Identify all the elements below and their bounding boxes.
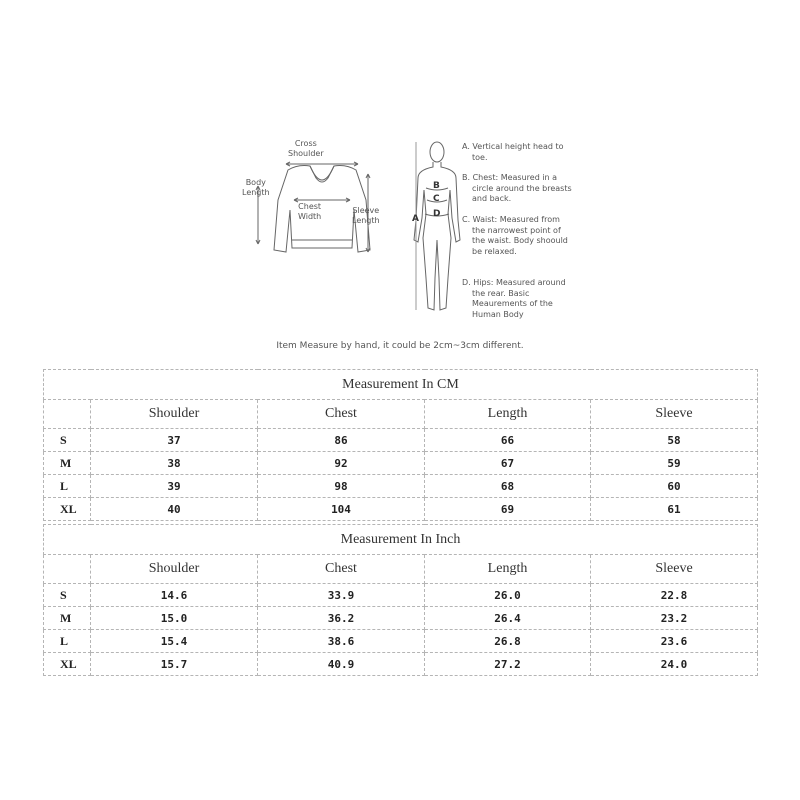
table-title: Measurement In Inch xyxy=(44,525,758,555)
table-cell: 22.8 xyxy=(591,584,758,607)
head-outline xyxy=(430,142,444,162)
table-row xyxy=(44,429,758,452)
table-cell: 36.2 xyxy=(258,607,425,630)
table-title: Measurement In CM xyxy=(44,370,758,400)
table-inch xyxy=(43,524,758,676)
size-label: XL xyxy=(44,498,91,521)
table-row xyxy=(44,452,758,475)
table-cell: 26.8 xyxy=(425,630,591,653)
column-header: Sleeve xyxy=(591,555,758,584)
table-cell: 24.0 xyxy=(591,653,758,676)
table-cell: 58 xyxy=(591,429,758,452)
size-label: S xyxy=(44,584,91,607)
table-cell: 15.7 xyxy=(91,653,258,676)
table-header-row xyxy=(44,555,758,584)
column-header: Chest xyxy=(258,400,425,429)
table-row xyxy=(44,584,758,607)
chest-width-label: Chest Width xyxy=(298,202,322,221)
table-cell: 26.0 xyxy=(425,584,591,607)
table-row xyxy=(44,653,758,676)
sleeve-length-label: Sleeve Length xyxy=(352,206,380,225)
table-cell: 37 xyxy=(91,429,258,452)
measure-caption: Item Measure by hand, it could be 2cm~3cm different. xyxy=(276,341,524,351)
table-cell: 69 xyxy=(425,498,591,521)
letter-d: D xyxy=(433,209,441,219)
table-cell: 26.4 xyxy=(425,607,591,630)
size-label: S xyxy=(44,429,91,452)
table-cell: 15.4 xyxy=(91,630,258,653)
note-b: B. Chest: Measured in a circle around the breasts and back. xyxy=(462,173,572,203)
table-cell: 38.6 xyxy=(258,630,425,653)
table-cell: 66 xyxy=(425,429,591,452)
table-cell: 60 xyxy=(591,475,758,498)
table-cell: 59 xyxy=(591,452,758,475)
column-header: Length xyxy=(425,400,591,429)
note-d: D. Hips: Measured around the rear. Basic Meaurements of the Human Body xyxy=(462,278,566,319)
table-cell: 40.9 xyxy=(258,653,425,676)
table-cell: 38 xyxy=(91,452,258,475)
table-cell: 40 xyxy=(91,498,258,521)
table-cell: 23.2 xyxy=(591,607,758,630)
body-length-label: Body Length xyxy=(242,178,270,197)
table-cell: 98 xyxy=(258,475,425,498)
column-header: Shoulder xyxy=(91,400,258,429)
cross-shoulder-label: Cross Shoulder xyxy=(288,139,324,158)
table-cell: 61 xyxy=(591,498,758,521)
table-row xyxy=(44,498,758,521)
table-cell: 14.6 xyxy=(91,584,258,607)
size-label: L xyxy=(44,630,91,653)
column-header: Length xyxy=(425,555,591,584)
table-cell: 39 xyxy=(91,475,258,498)
column-header: Sleeve xyxy=(591,400,758,429)
table-cell: 33.9 xyxy=(258,584,425,607)
table-cell: 15.0 xyxy=(91,607,258,630)
table-cell: 23.6 xyxy=(591,630,758,653)
column-header: Chest xyxy=(258,555,425,584)
note-a: A. Vertical height head to toe. xyxy=(462,142,564,162)
column-header: Shoulder xyxy=(91,555,258,584)
letter-a: A xyxy=(412,214,419,224)
size-label: M xyxy=(44,452,91,475)
note-c: C. Waist: Measured from the narrowest point of the waist. Body shoould be relaxed. xyxy=(462,215,568,256)
size-label: XL xyxy=(44,653,91,676)
table-row xyxy=(44,475,758,498)
table-row xyxy=(44,607,758,630)
corner-cell xyxy=(44,400,91,429)
measurement-illustration xyxy=(230,130,570,330)
table-cell: 67 xyxy=(425,452,591,475)
table-cm xyxy=(43,369,758,521)
corner-cell xyxy=(44,555,91,584)
letter-c: C xyxy=(433,194,440,204)
size-label: M xyxy=(44,607,91,630)
letter-b: B xyxy=(433,181,440,191)
table-row xyxy=(44,630,758,653)
table-cell: 104 xyxy=(258,498,425,521)
table-cell: 68 xyxy=(425,475,591,498)
table-cell: 86 xyxy=(258,429,425,452)
table-header-row xyxy=(44,400,758,429)
size-label: L xyxy=(44,475,91,498)
table-cell: 27.2 xyxy=(425,653,591,676)
table-cell: 92 xyxy=(258,452,425,475)
